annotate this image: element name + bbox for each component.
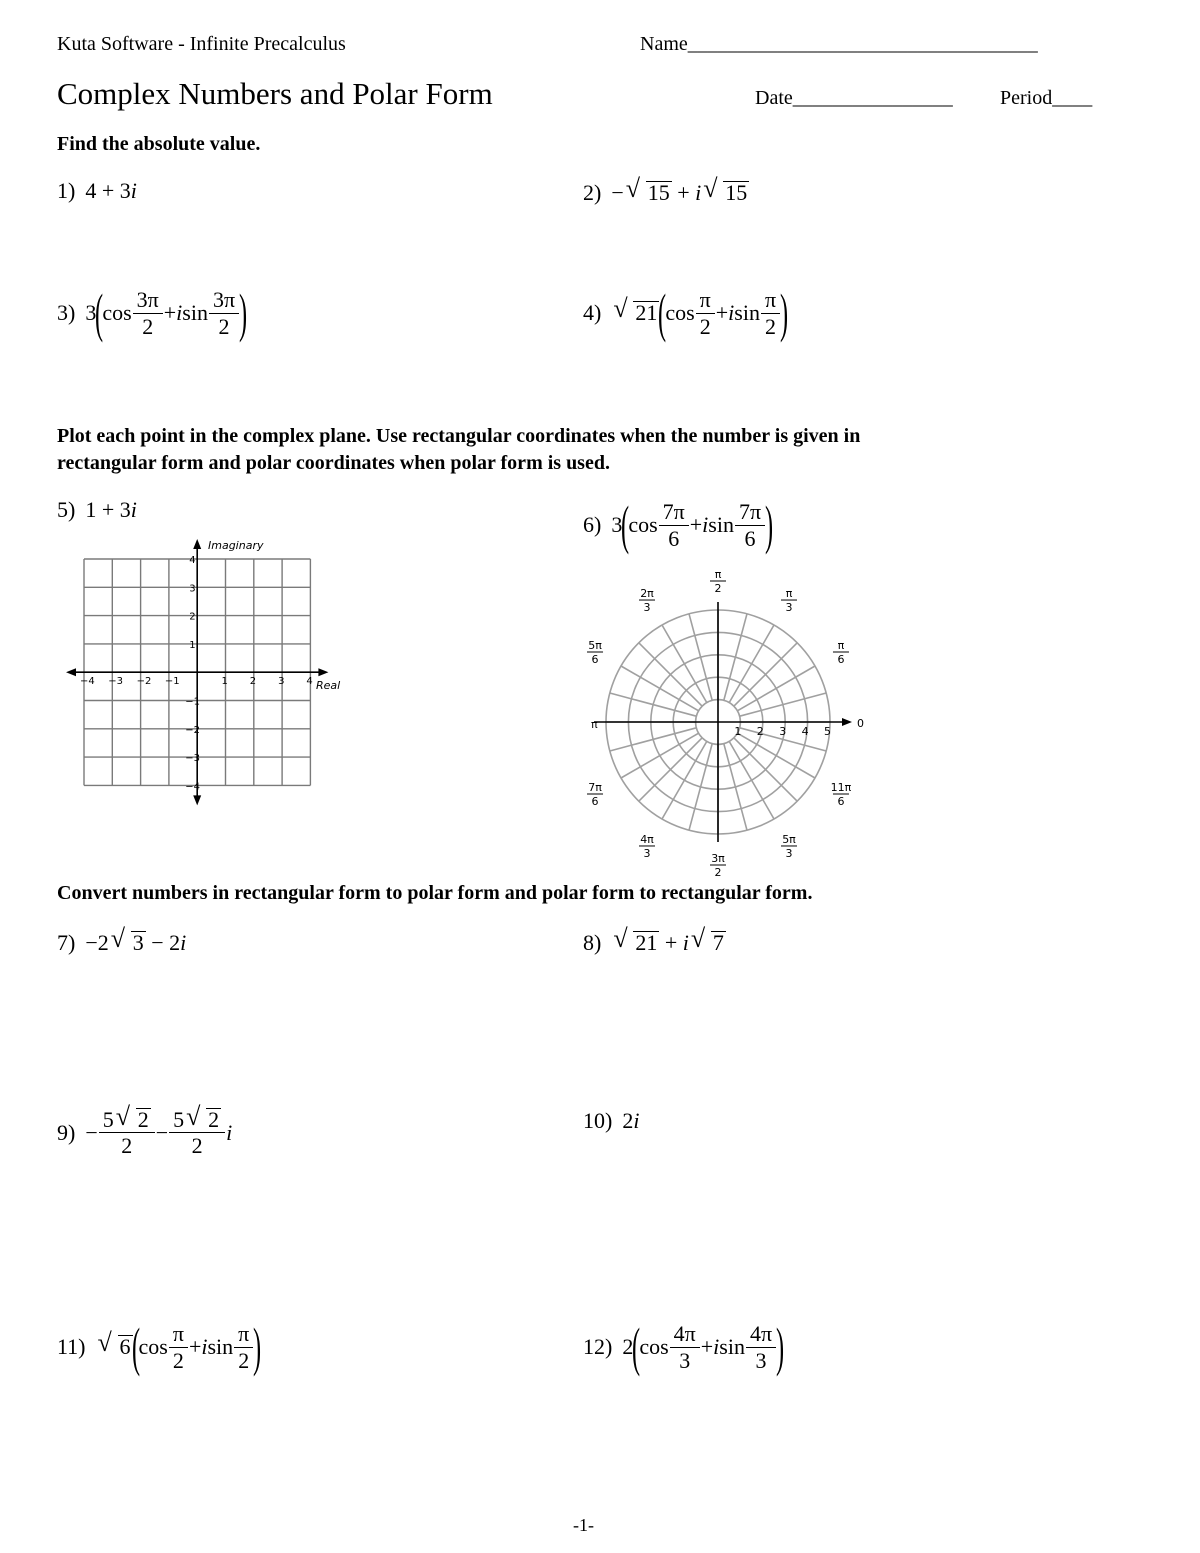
denominator: 2 xyxy=(99,1132,155,1157)
expr-text: 1 + 3 xyxy=(85,497,131,522)
polar-ray xyxy=(639,643,702,706)
fraction xyxy=(171,1102,223,1159)
x-tick-label: −2 xyxy=(136,676,152,688)
expr-text: 4 + 3 xyxy=(85,178,131,203)
minus-sign: − xyxy=(611,180,624,205)
page-number: -1- xyxy=(573,1515,594,1535)
polar-axes xyxy=(591,602,852,842)
name-label: Name xyxy=(640,33,688,55)
imaginary-unit: i xyxy=(695,180,702,205)
polar-ray xyxy=(689,614,712,701)
angle-label xyxy=(781,587,797,614)
polar-ray xyxy=(734,643,797,706)
fraction xyxy=(101,1102,153,1159)
plus-sign: + xyxy=(689,512,703,537)
radicand: 21 xyxy=(635,300,658,325)
radius-label: 5 xyxy=(824,725,831,738)
angle-label-pi: π xyxy=(591,718,598,731)
angle-label xyxy=(587,781,603,808)
angle-numerator: 3π xyxy=(711,852,725,865)
polar-ray xyxy=(639,738,702,801)
sin-text: sin xyxy=(182,300,208,325)
sqrt xyxy=(690,924,726,956)
problem-3 xyxy=(57,283,248,343)
numerator-coef: 5 xyxy=(173,1107,185,1132)
sqrt xyxy=(703,174,749,206)
plus-sign: + xyxy=(700,1334,714,1359)
polar-ray xyxy=(689,744,712,831)
problem-9 xyxy=(57,1102,233,1159)
angle-numerator: 7π xyxy=(588,781,602,794)
problem-1 xyxy=(57,178,137,204)
cos-text: cos xyxy=(138,1334,168,1359)
instructions-line-1: Plot each point in the complex plane. Use rectangular coordinates when the number is given in xyxy=(57,425,861,447)
angle-labels xyxy=(587,568,852,879)
radical-icon: √ xyxy=(613,924,628,953)
fraction xyxy=(698,288,713,337)
polar-ray xyxy=(621,733,699,778)
fraction xyxy=(171,1322,186,1371)
problem-12 xyxy=(583,1317,785,1377)
x-tick-label: −1 xyxy=(164,676,180,688)
right-paren: ) xyxy=(780,283,789,343)
denominator: 2 xyxy=(133,313,163,338)
polar-ray xyxy=(729,741,774,819)
denominator: 2 xyxy=(169,1132,225,1157)
name-line: ___________________________________ xyxy=(687,33,1038,55)
right-paren: ) xyxy=(765,495,774,555)
angle-denominator: 6 xyxy=(837,653,845,666)
numerator: π xyxy=(764,287,777,313)
polar-grid[interactable] xyxy=(585,568,870,880)
instructions-line-2: rectangular form and polar coordinates when polar form is used. xyxy=(57,452,610,474)
denominator: 3 xyxy=(746,1347,776,1372)
numerator: 7π xyxy=(738,499,762,525)
denominator: 3 xyxy=(670,1347,700,1372)
date-label: Date xyxy=(755,87,793,109)
angle-label xyxy=(833,639,849,666)
arrow-left-icon xyxy=(66,668,76,676)
fraction xyxy=(211,288,237,337)
imaginary-unit: i xyxy=(728,300,735,325)
numerator xyxy=(171,1102,223,1132)
radicand: 2 xyxy=(137,1107,149,1132)
radical-icon: √ xyxy=(690,924,706,953)
date-line: ________________ xyxy=(792,87,953,109)
angle-label xyxy=(587,639,603,666)
software-name: Kuta Software - Infinite Precalculus xyxy=(57,33,346,55)
sin-text: sin xyxy=(734,300,760,325)
problem-number: 7) xyxy=(57,930,76,955)
problem-4 xyxy=(583,283,789,343)
expr-text: −2 xyxy=(85,930,109,955)
problem-number: 6) xyxy=(583,512,602,537)
radicand: 21 xyxy=(635,930,658,955)
cos-text: cos xyxy=(639,1334,669,1359)
problem-8 xyxy=(583,924,726,956)
y-tick-label: 4 xyxy=(189,555,196,566)
denominator: 2 xyxy=(234,1347,253,1372)
sin-text: sin xyxy=(708,512,734,537)
denominator: 2 xyxy=(169,1347,188,1372)
angle-denominator: 3 xyxy=(643,601,651,615)
angle-denominator: 3 xyxy=(643,846,651,860)
fraction xyxy=(672,1322,698,1371)
expr-text: 2 xyxy=(622,1108,634,1133)
imaginary-unit: i xyxy=(702,512,709,537)
angle-numerator: 5π xyxy=(782,832,796,846)
y-tick-label: 3 xyxy=(189,583,196,595)
axes xyxy=(66,539,328,805)
denominator: 2 xyxy=(209,313,239,338)
numerator: 4π xyxy=(673,1321,696,1347)
plus-sign: + xyxy=(163,300,177,325)
angle-numerator: π xyxy=(785,587,793,601)
angle-numerator: 2π xyxy=(640,587,654,601)
cos-text: cos xyxy=(665,300,695,325)
arrow-up-icon xyxy=(193,539,201,549)
angle-label-zero: 0 xyxy=(857,717,864,730)
angle-numerator: 4π xyxy=(640,832,654,846)
problem-number: 3) xyxy=(57,300,76,325)
problem-number: 10) xyxy=(583,1108,613,1133)
y-tick-label: −4 xyxy=(185,781,200,793)
imaginary-unit: i xyxy=(682,930,689,955)
left-paren: ( xyxy=(658,283,667,343)
fraction xyxy=(748,1322,774,1371)
problem-11 xyxy=(57,1317,262,1377)
imaginary-unit: i xyxy=(201,1334,208,1359)
angle-label xyxy=(710,852,726,879)
imaginary-unit: i xyxy=(176,300,183,325)
minus-sign: − xyxy=(85,1119,98,1145)
numerator-coef: 5 xyxy=(102,1107,114,1132)
radius-label: 4 xyxy=(801,725,809,738)
cos-text: cos xyxy=(102,300,132,325)
sqrt xyxy=(613,294,659,326)
imaginary-unit: i xyxy=(130,178,137,203)
angle-denominator: 6 xyxy=(837,795,845,808)
arrow-right-icon xyxy=(842,718,852,726)
polar-ray xyxy=(740,693,827,716)
numerator xyxy=(101,1102,153,1132)
polar-ray xyxy=(729,625,774,703)
x-tick-label: −4 xyxy=(80,676,95,688)
arrow-right-icon xyxy=(318,668,328,676)
radical-icon: √ xyxy=(703,174,718,203)
angle-denominator: 6 xyxy=(591,653,599,666)
angle-denominator: 3 xyxy=(785,601,793,615)
right-paren: ) xyxy=(776,1317,785,1377)
coefficient: 3 xyxy=(85,300,97,325)
sin-text: sin xyxy=(207,1334,234,1359)
plus-sign: + xyxy=(188,1334,202,1359)
y-tick-label: 1 xyxy=(189,639,196,651)
name-field[interactable] xyxy=(640,33,1038,56)
x-tick-label: 3 xyxy=(278,676,285,688)
coefficient: 3 xyxy=(611,512,623,537)
cos-text: cos xyxy=(628,512,658,537)
angle-label xyxy=(781,833,797,860)
radicand: 15 xyxy=(647,180,670,205)
imaginary-unit: i xyxy=(130,497,137,522)
radical-icon: √ xyxy=(186,1102,201,1131)
problem-5 xyxy=(57,497,137,523)
x-tick-label: −3 xyxy=(108,676,124,688)
denominator: 6 xyxy=(659,525,689,550)
imaginary-axis-label: Imaginary xyxy=(208,539,264,552)
radicand: 15 xyxy=(725,180,748,205)
section-2-instructions xyxy=(57,423,860,477)
polar-ray xyxy=(610,728,697,751)
polar-ray xyxy=(737,733,815,778)
fraction xyxy=(763,288,778,337)
x-tick-label: 4 xyxy=(306,676,313,688)
polar-ray xyxy=(724,744,747,831)
numerator: 3π xyxy=(212,287,236,313)
problem-number: 2) xyxy=(583,180,602,205)
problem-10 xyxy=(583,1108,639,1134)
period-field[interactable] xyxy=(1000,87,1092,110)
numerator: π xyxy=(172,1321,184,1347)
radicand: 6 xyxy=(119,1334,131,1359)
problem-number: 4) xyxy=(583,300,602,325)
y-tick-label: −1 xyxy=(185,696,200,708)
problem-number: 9) xyxy=(57,1119,76,1145)
imaginary-unit: i xyxy=(180,930,187,955)
section-3-instructions: Convert numbers in rectangular form to polar form and polar form to rectangular form. xyxy=(57,882,813,904)
radicand: 2 xyxy=(208,1107,220,1132)
angle-label xyxy=(639,587,655,614)
fraction xyxy=(661,500,687,549)
radicand: 7 xyxy=(712,930,724,955)
polar-ray xyxy=(610,693,697,716)
sqrt xyxy=(110,924,146,956)
minus-sign: − xyxy=(155,1119,169,1145)
y-tick-label: −2 xyxy=(185,724,200,736)
plus-sign: + xyxy=(715,300,729,325)
radical-icon: √ xyxy=(110,924,126,953)
numerator: 7π xyxy=(662,499,685,525)
fraction xyxy=(737,500,763,549)
imaginary-unit: i xyxy=(633,1108,640,1133)
problem-2 xyxy=(583,174,749,206)
polar-ray xyxy=(621,666,699,711)
x-tick-label: 2 xyxy=(249,676,257,688)
coefficient: 2 xyxy=(622,1334,634,1359)
date-field[interactable] xyxy=(755,87,953,110)
sqrt xyxy=(115,1102,151,1132)
angle-denominator: 2 xyxy=(714,582,722,595)
left-paren: ( xyxy=(621,495,630,555)
radical-icon: √ xyxy=(625,174,641,203)
problem-number: 8) xyxy=(583,930,602,955)
radical-icon: √ xyxy=(97,1328,112,1357)
angle-label xyxy=(831,781,852,808)
polar-ray xyxy=(724,614,747,701)
problem-number: 1) xyxy=(57,178,76,203)
imaginary-unit: i xyxy=(713,1334,720,1359)
section-1-instructions: Find the absolute value. xyxy=(57,133,261,155)
fraction xyxy=(236,1322,251,1371)
problem-6 xyxy=(583,495,774,555)
denominator: 2 xyxy=(696,313,715,338)
y-tick-label: 2 xyxy=(189,611,196,623)
radius-label: 3 xyxy=(779,725,787,738)
problem-number: 5) xyxy=(57,497,76,522)
numerator: 3π xyxy=(136,287,159,313)
left-paren: ( xyxy=(95,283,104,343)
worksheet-title: Complex Numbers and Polar Form xyxy=(57,76,493,111)
radical-icon: √ xyxy=(115,1102,131,1131)
denominator: 6 xyxy=(735,525,765,550)
sqrt xyxy=(97,1328,133,1360)
radicand: 3 xyxy=(132,930,144,955)
right-paren: ) xyxy=(253,1317,262,1377)
angle-numerator: 11π xyxy=(830,781,852,794)
polar-ray xyxy=(734,738,797,801)
period-line: ____ xyxy=(1052,87,1093,109)
sqrt xyxy=(613,924,659,956)
sqrt xyxy=(186,1102,221,1132)
imaginary-unit: i xyxy=(226,1119,233,1145)
numerator: π xyxy=(699,287,711,313)
angle-label xyxy=(639,833,655,860)
complex-plane-grid[interactable] xyxy=(55,530,355,815)
numerator: π xyxy=(238,1321,250,1347)
radius-label: 2 xyxy=(756,725,764,738)
numerator: 4π xyxy=(749,1321,773,1347)
plus-sign: + xyxy=(659,930,683,955)
right-paren: ) xyxy=(239,283,248,343)
angle-numerator: π xyxy=(714,568,722,581)
radius-label: 1 xyxy=(734,725,742,738)
sin-text: sin xyxy=(719,1334,745,1359)
angle-denominator: 2 xyxy=(714,866,722,879)
fraction xyxy=(135,288,161,337)
polar-ray xyxy=(737,666,815,711)
denominator: 2 xyxy=(761,313,780,338)
plus-sign: + xyxy=(671,180,696,205)
real-axis-label: Real xyxy=(316,679,341,692)
problem-7 xyxy=(57,924,187,956)
expr-text: − 2 xyxy=(145,930,181,955)
arrow-down-icon xyxy=(193,795,201,805)
y-tick-label: −3 xyxy=(185,753,200,765)
radius-labels xyxy=(734,725,831,738)
polar-ray xyxy=(662,741,707,819)
angle-denominator: 3 xyxy=(785,846,793,860)
problem-number: 12) xyxy=(583,1334,613,1359)
angle-denominator: 6 xyxy=(591,795,599,808)
polar-ray xyxy=(662,625,707,703)
angle-label xyxy=(710,568,726,595)
angle-numerator: 5π xyxy=(588,639,602,652)
x-tick-label: 1 xyxy=(221,676,228,688)
sqrt xyxy=(625,174,672,206)
period-label: Period xyxy=(1000,87,1053,109)
radical-icon: √ xyxy=(613,294,628,323)
left-paren: ( xyxy=(131,1317,140,1377)
problem-number: 11) xyxy=(57,1334,86,1359)
angle-numerator: π xyxy=(837,639,845,652)
left-paren: ( xyxy=(632,1317,641,1377)
